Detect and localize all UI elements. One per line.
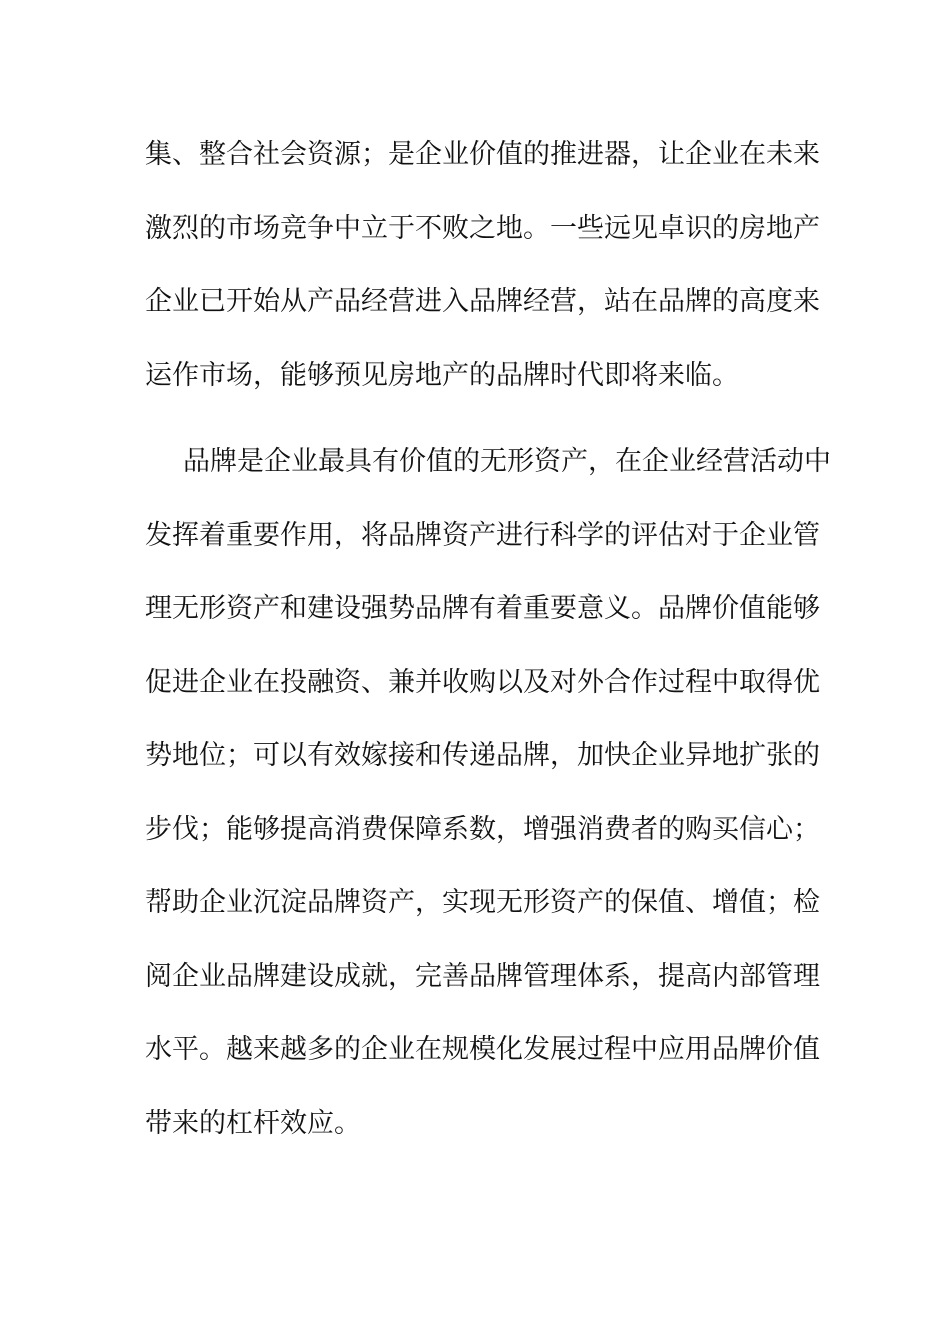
- paragraph-line: 理无形资产和建设强势品牌有着重要意义。品牌价值能够: [145, 593, 820, 624]
- paragraph-line: 带来的杠杆效应。: [145, 1107, 361, 1139]
- paragraph-line: 集、整合社会资源；是企业价值的推进器，让企业在未来: [145, 139, 820, 170]
- paragraph-line: 阅企业品牌建设成就，完善品牌管理体系，提高内部管理: [145, 960, 820, 992]
- paragraph-line: 水平。越来越多的企业在规模化发展过程中应用品牌价值: [145, 1034, 820, 1065]
- paragraph-line: 品牌是企业最具有价值的无形资产，在企业经营活动中: [183, 446, 831, 477]
- paragraph-line: 步伐；能够提高消费保障系数，增强消费者的购买信心；: [145, 813, 820, 845]
- paragraph-line: 企业已开始从产品经营进入品牌经营，站在品牌的高度来: [145, 286, 820, 317]
- paragraph-1: [145, 118, 820, 412]
- paragraph-line: 运作市场，能够预见房地产的品牌时代即将来临。: [145, 359, 739, 391]
- paragraph-line: 帮助企业沉淀品牌资产，实现无形资产的保值、增值；检: [145, 887, 820, 918]
- paragraph-line: 促进企业在投融资、兼并收购以及对外合作过程中取得优: [145, 666, 820, 698]
- paragraph-line: 发挥着重要作用，将品牌资产进行科学的评估对于企业管: [145, 519, 820, 551]
- paragraph-2: [145, 425, 831, 1160]
- paragraph-line: 势地位；可以有效嫁接和传递品牌，加快企业异地扩张的: [145, 740, 820, 771]
- paragraph-line: 激烈的市场竞争中立于不败之地。一些远见卓识的房地产: [145, 212, 820, 244]
